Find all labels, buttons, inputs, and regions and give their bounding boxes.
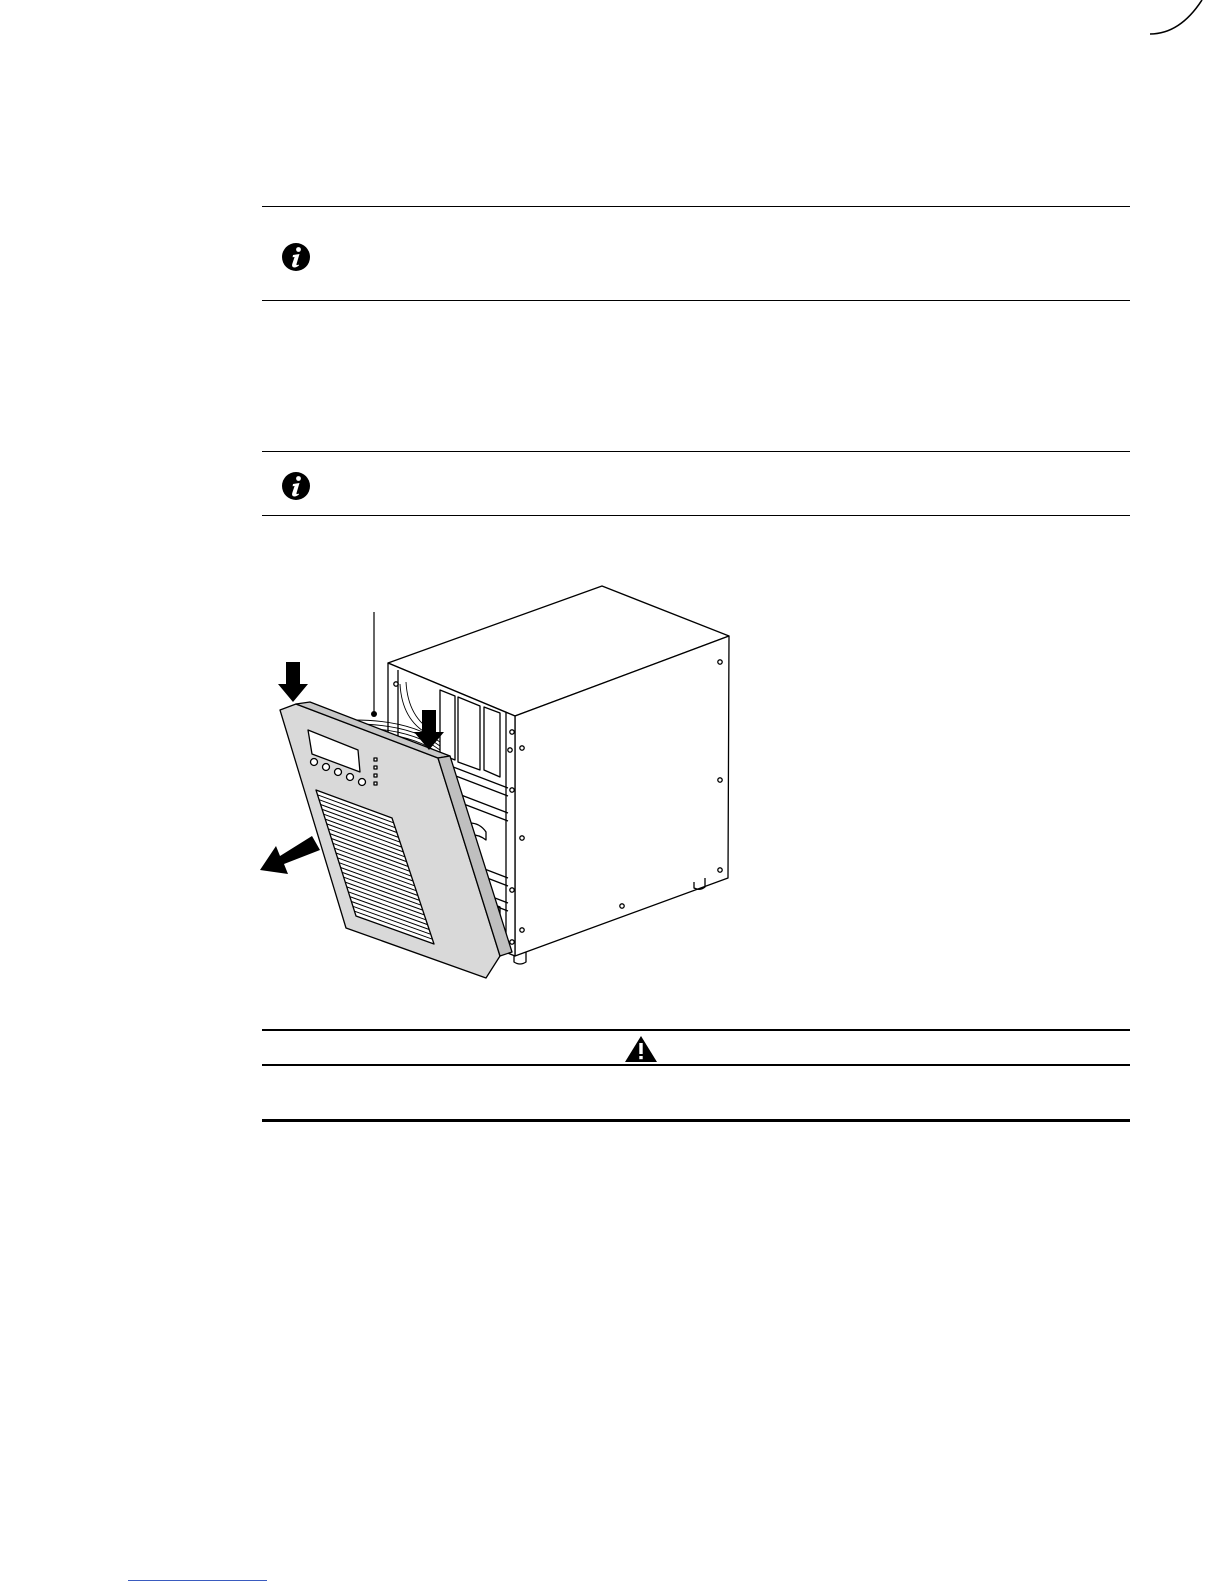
pull-out-arrow-icon [260, 836, 320, 874]
caution-mid-rule [262, 1064, 1130, 1066]
down-arrow-icon [278, 662, 308, 702]
note-1-top-rule [262, 206, 1130, 207]
warning-triangle-icon [624, 1035, 658, 1063]
note-2-bottom-rule [262, 515, 1130, 516]
note-2-top-rule [262, 451, 1130, 452]
info-icon [280, 241, 312, 273]
info-icon [280, 470, 312, 502]
page-corner-curve [1150, 0, 1224, 40]
callout-dot [371, 711, 377, 717]
footer-link-underline[interactable] [128, 1580, 267, 1581]
ups-front-cover-removal-illustration [250, 580, 740, 990]
note-1-bottom-rule [262, 300, 1130, 301]
caution-bottom-rule [262, 1119, 1130, 1122]
caution-top-rule [262, 1029, 1130, 1031]
